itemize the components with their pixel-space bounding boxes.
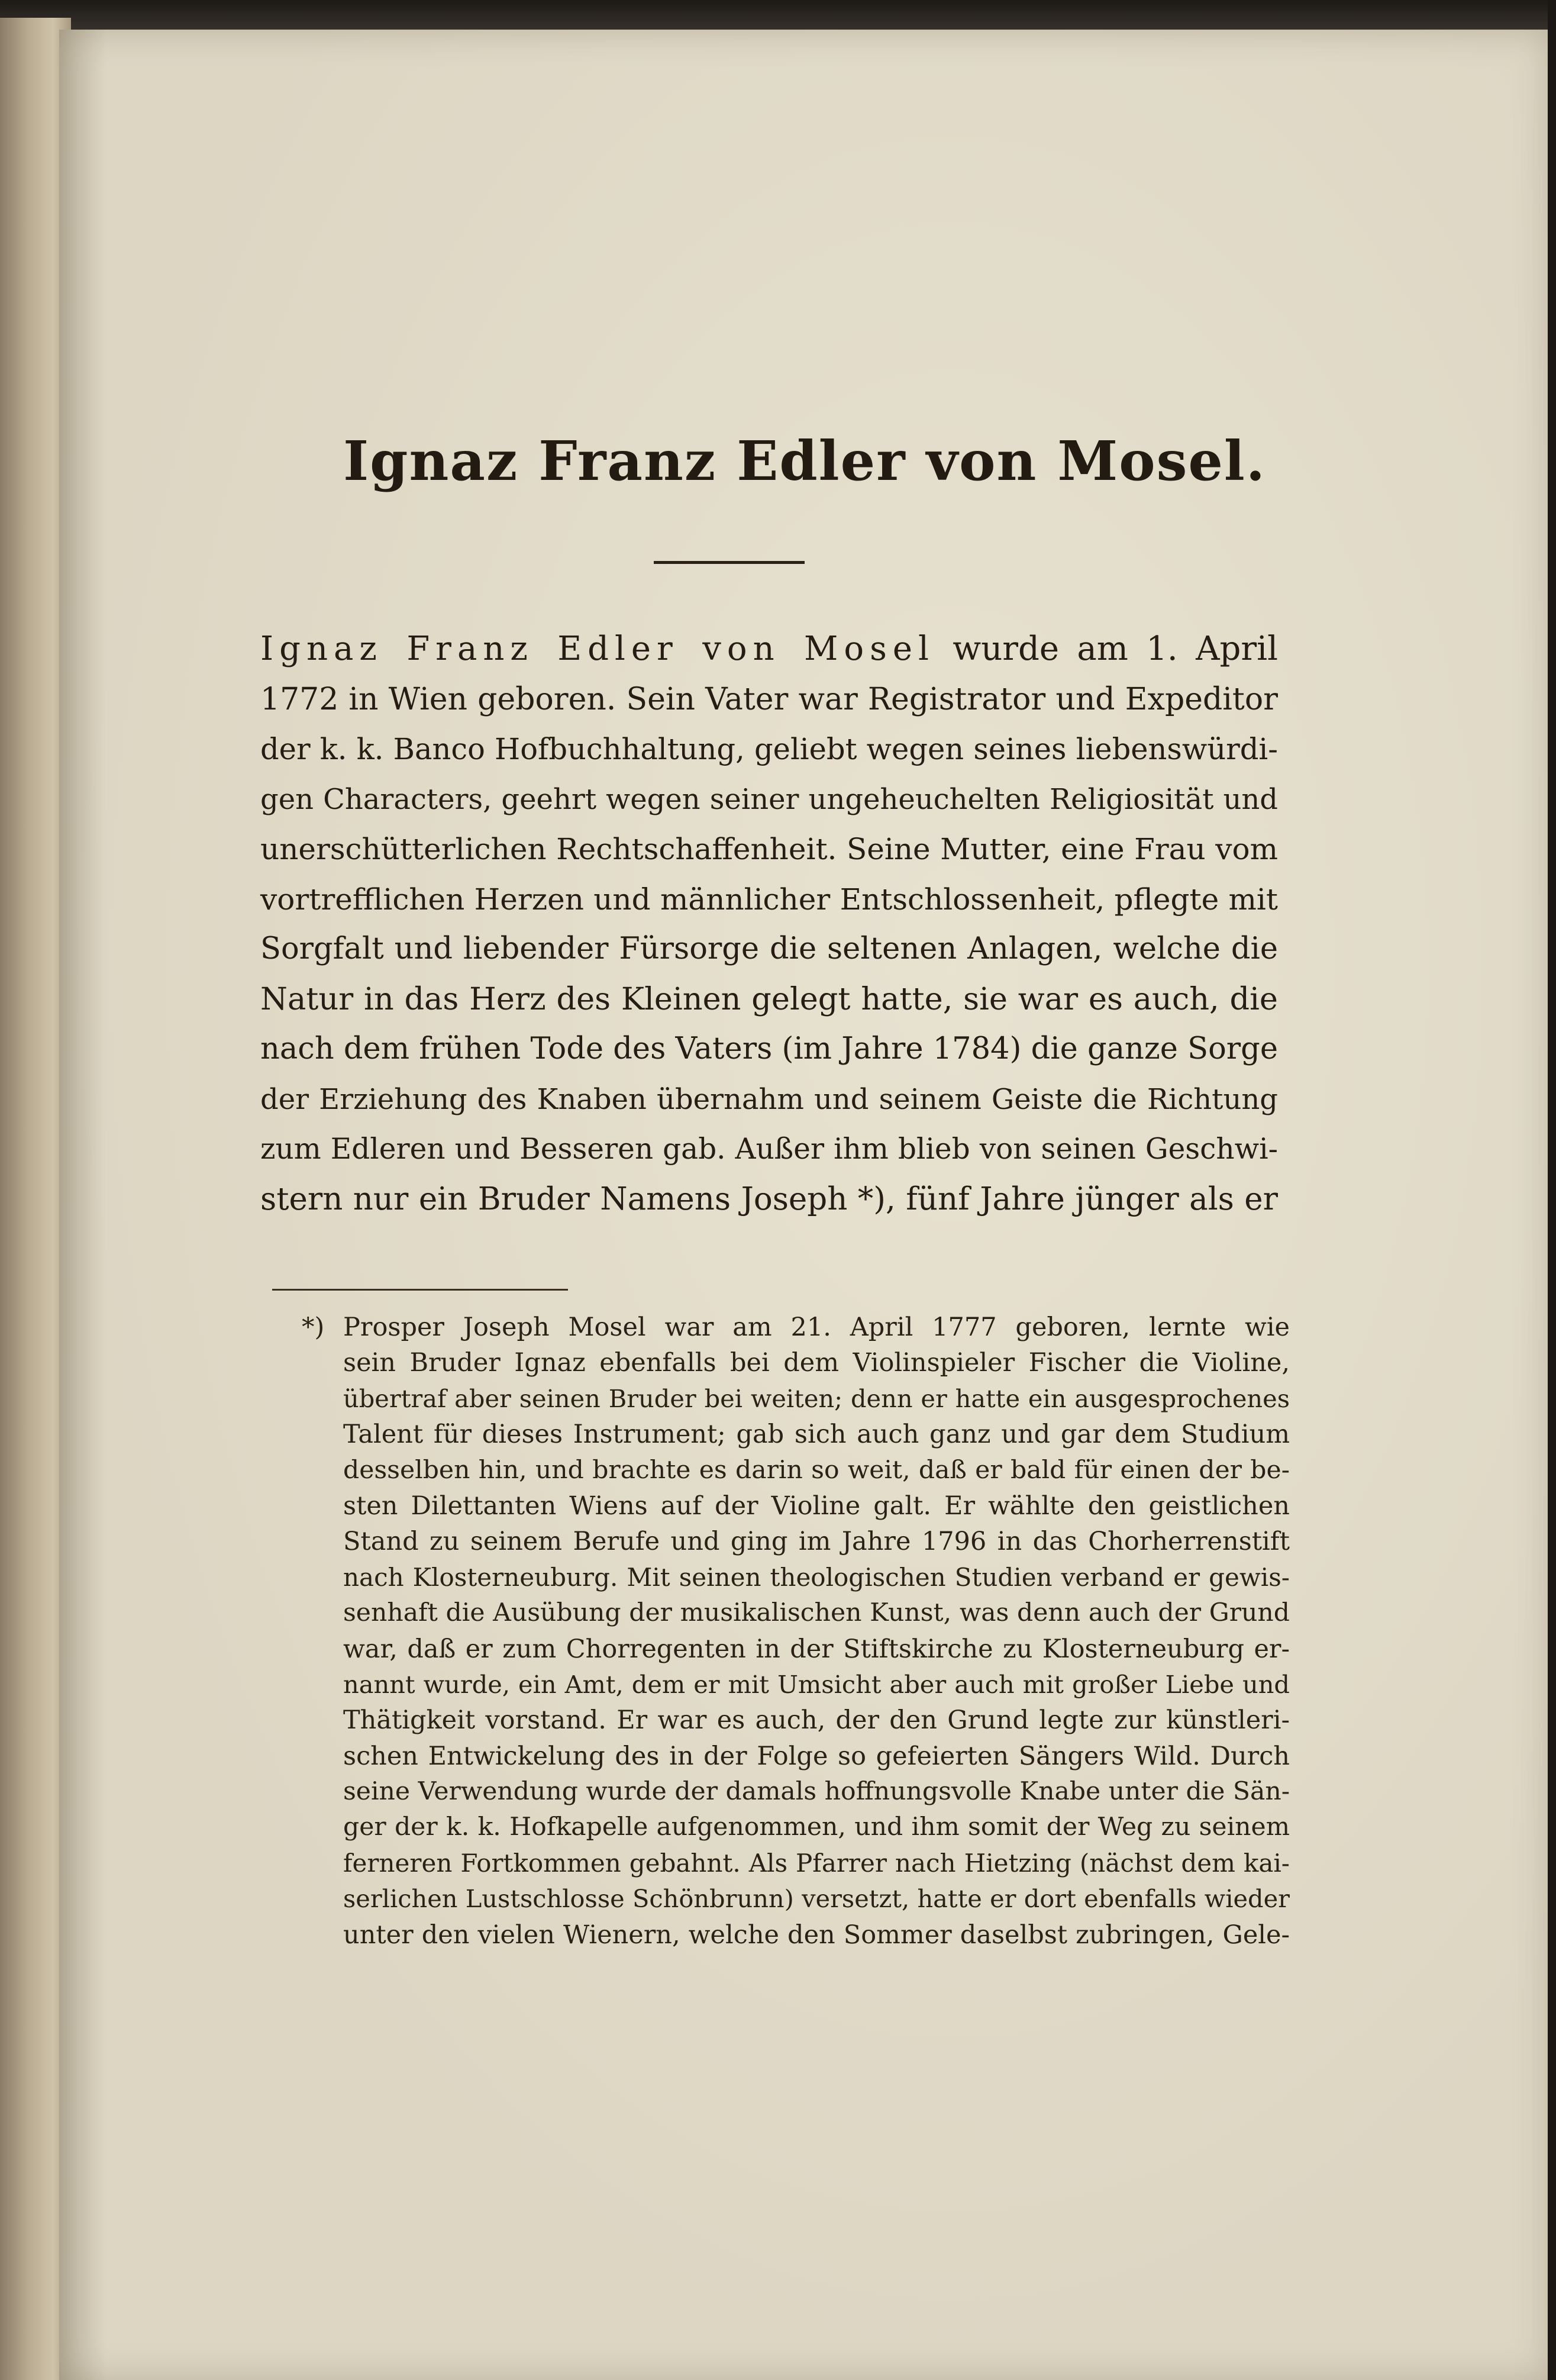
footnote-line: sten Dilettanten Wiens auf der Violine galt. Er wählte den geistlichen xyxy=(343,1491,1290,1521)
paragraph-line: der Erziehung des Knaben übernahm und seinem Geiste die Richtung xyxy=(260,1082,1278,1116)
paragraph-line: nach dem frühen Tode des Vaters (im Jahre 1784) die ganze Sorge xyxy=(260,1031,1278,1066)
paragraph-line: zum Edleren und Besseren gab. Außer ihm blieb von seinen Geschwi- xyxy=(260,1133,1278,1166)
footnote-marker: *) xyxy=(302,1312,325,1342)
paragraph-line: der k. k. Banco Hofbuchhaltung, geliebt wegen seines liebenswürdi- xyxy=(260,732,1278,766)
footnote-line: schen Entwickelung des in der Folge so gefeierten Sängers Wild. Durch xyxy=(343,1741,1290,1771)
footnote-line: nach Klosterneuburg. Mit seinen theologischen Studien verband er gewis- xyxy=(343,1562,1290,1592)
paragraph-line-1 xyxy=(260,624,1278,675)
footnote-line: Thätigkeit vorstand. Er war es auch, der den Grund legte zur künstleri- xyxy=(343,1705,1290,1736)
main-paragraph xyxy=(260,624,1278,1224)
footnote-divider xyxy=(272,1289,568,1291)
lead-name: Ignaz Franz Edler von Mosel xyxy=(260,630,935,668)
footnote-line: Prosper Joseph Mosel war am 21. April 1777 geboren, lernte wie xyxy=(343,1312,1290,1342)
scan-background-right xyxy=(1548,0,1556,2380)
paragraph-line: stern nur ein Bruder Namens Joseph *), fünf Jahre jünger als er xyxy=(260,1181,1278,1217)
footnote-line: seine Verwendung wurde der damals hoffnungsvolle Knabe unter die Sän- xyxy=(343,1777,1290,1807)
footnote-line: senhaft die Ausübung der musikalischen Kunst, was denn auch der Grund xyxy=(343,1598,1290,1628)
book-page xyxy=(59,30,1550,2380)
footnote-line: Talent für dieses Instrument; gab sich auch ganz und gar dem Studium xyxy=(343,1420,1290,1450)
footnote-line: unter den vielen Wienern, welche den Sommer daselbst zubringen, Gele- xyxy=(343,1920,1290,1950)
footnote-line: ferneren Fortkommen gebahnt. Als Pfarrer nach Hietzing (nächst dem kai- xyxy=(343,1848,1290,1878)
footnote-line: übertraf aber seinen Bruder bei weiten; denn er hatte ein ausgesprochenes xyxy=(343,1384,1290,1413)
paragraph-line: Natur in das Herz des Kleinen gelegt hatte, sie war es auch, die xyxy=(260,981,1278,1017)
paragraph-line: vortrefflichen Herzen und männlicher Entschlossenheit, pflegte mit xyxy=(260,882,1278,917)
title-divider xyxy=(654,561,805,564)
first-line-rest: wurde am 1. April xyxy=(953,630,1278,668)
paragraph-line: unerschütterlichen Rechtschaffenheit. Seine Mutter, eine Frau vom xyxy=(260,832,1278,866)
paragraph-line: gen Characters, geehrt wegen seiner ungeheuchelten Religiosität und xyxy=(260,782,1278,816)
paragraph-line: 1772 in Wien geboren. Sein Vater war Registrator und Expeditor xyxy=(260,681,1278,717)
footnote-line: nannt wurde, ein Amt, dem er mit Umsicht aber auch mit großer Liebe und xyxy=(343,1669,1290,1699)
footnote-line: war, daß er zum Chorregenten in der Stiftskirche zu Klosterneuburg er- xyxy=(343,1634,1290,1664)
footnote-line: Stand zu seinem Berufe und ging im Jahre 1796 in das Chorherrenstift xyxy=(343,1527,1290,1557)
footnote-line: sein Bruder Ignaz ebenfalls bei dem Violinspieler Fischer die Violine, xyxy=(343,1348,1290,1378)
footnote-line: serlichen Lustschlosse Schönbrunn) versetzt, hatte er dort ebenfalls wieder xyxy=(343,1884,1290,1914)
footnote-line: ger der k. k. Hofkapelle aufgenommen, und ihm somit der Weg zu seinem xyxy=(343,1813,1290,1842)
page-title: Ignaz Franz Edler von Mosel. xyxy=(343,429,1266,493)
paragraph-line: Sorgfalt und liebender Fürsorge die seltenen Anlagen, welche die xyxy=(260,931,1278,966)
footnote xyxy=(343,1310,1290,1953)
footnote-line: desselben hin, und brachte es darin so weit, daß er bald für einen der be- xyxy=(343,1455,1290,1485)
